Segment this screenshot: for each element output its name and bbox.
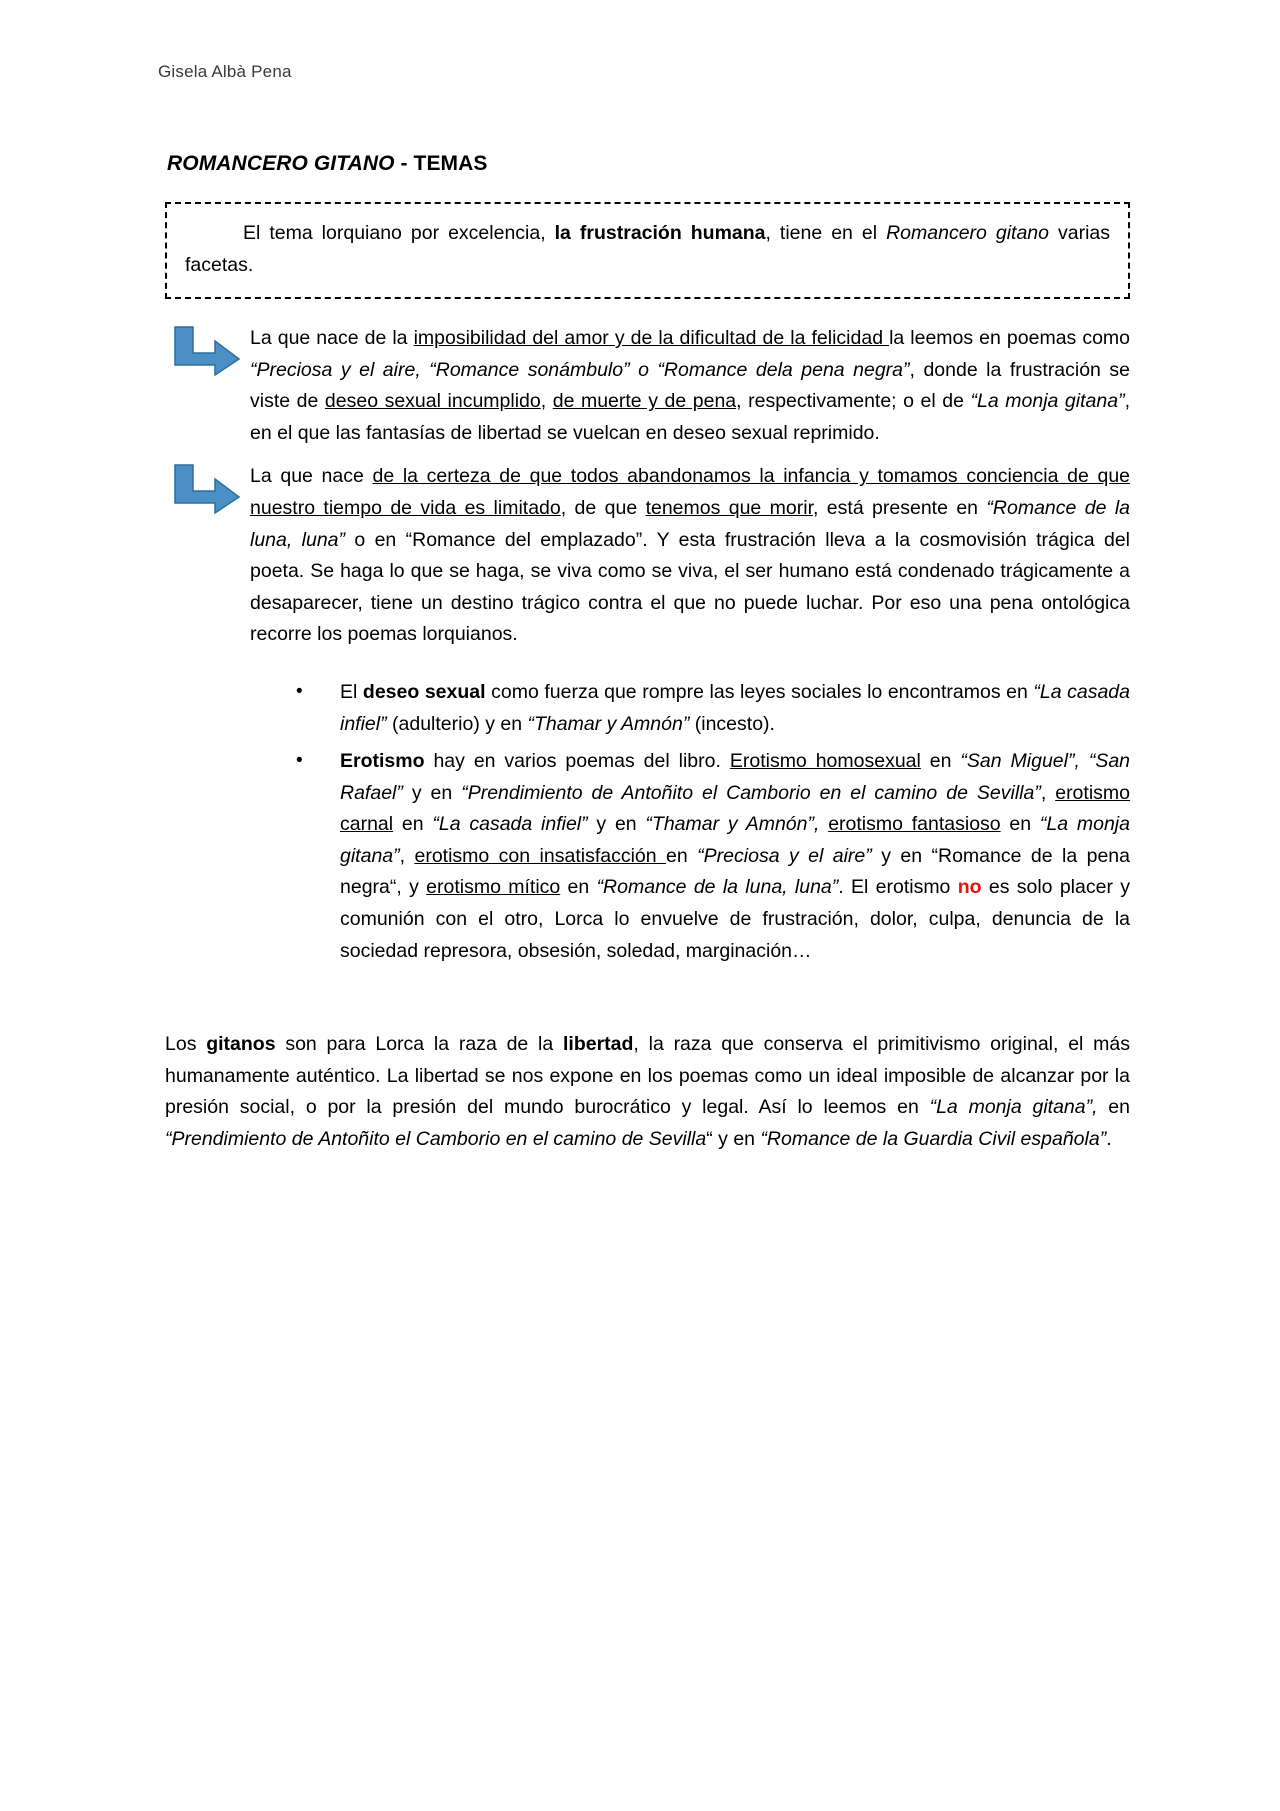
list-item-text: Erotismo hay en varios poemas del libro. Erotismo homosexual en “San Miguel”, “San Rafael” y en “Prendimiento de Antoñito el Camborio en el camino de Sevilla”, erotismo carnal en “La casada infiel” y en “Thamar y Amnón”, erotismo fantasioso en “La monja gitana”, erotismo con insatisfacción en “Preciosa y el aire” y en “Romance de la pena negra“, y erotismo mítico en “Romance de la luna, luna”. El erotismo no es solo placer y comunión con el otro, Lorca lo envuelve de frustración, dolor, culpa, denuncia de la sociedad represora, obsesión, soledad, marginación… <box>340 750 1131 962</box>
callout-bold-frustracion: la frustración humana <box>554 222 766 244</box>
callout-text-1: El tema lorquiano por excelencia, <box>243 222 555 244</box>
list-item <box>165 677 1130 740</box>
highlight-no: no <box>957 876 982 899</box>
list-item <box>165 746 1130 967</box>
callout-italic-romancero: Romancero gitano <box>886 222 1049 244</box>
page-title-work: ROMANCERO GITANO <box>167 152 395 175</box>
bullet-marker: • <box>296 680 303 702</box>
page-title-section: TEMAS <box>413 152 488 175</box>
dashed-callout-box <box>165 202 1130 299</box>
page-header-author: Gisela Albà Pena <box>158 62 292 81</box>
page-title <box>167 152 1170 176</box>
bullet-marker: • <box>296 750 303 772</box>
arrow-right-icon <box>171 325 243 377</box>
paragraph-frustracion-amor: La que nace de la imposibilidad del amor y de la dificultad de la felicidad la leemos en poemas como “Preciosa y el aire, “Romance sonámbulo” o “Romance dela pena negra”, donde la frustración se viste de deseo sexual incumplido, de muerte y de pena, respectivamente; o el de “La monja gitana”, en el que las fantasías de libertad se vuelcan en deseo sexual reprimido. <box>250 327 1131 444</box>
callout-text-2: , tiene en el <box>765 222 887 244</box>
callout-paragraph <box>185 218 1110 281</box>
bullet-list <box>165 677 1130 967</box>
arrow-block-1 <box>165 323 1130 449</box>
callout-text-3: varias facetas. <box>185 222 1111 276</box>
arrow-block-2 <box>165 461 1130 650</box>
page-title-separator: - <box>394 152 414 175</box>
closing-paragraph: Los gitanos son para Lorca la raza de la libertad, la raza que conserva el primitivismo original, el más humanamente auténtico. La libertad se nos expone en los poemas como un ideal imposible de alcanzar por la presión social, o por la presión del mundo burocrático y legal. Así lo leemos en “La monja gitana”, en “Prendimiento de Antoñito el Camborio en el camino de Sevilla“ y en “Romance de la Guardia Civil española”. <box>165 1033 1130 1150</box>
arrow-right-icon <box>171 463 243 515</box>
paragraph-certeza-muerte: La que nace de la certeza de que todos abandonamos la infancia y tomamos conciencia de que nuestro tiempo de vida es limitado, de que tenemos que morir, está presente en “Romance de la luna, luna” o en “Romance del emplazado”. Y esta frustración lleva a la cosmovisión trágica del poeta. Se haga lo que se haga, se viva como se viva, el ser humano está condenado trágicamente a desaparecer, tiene un destino trágico contra el que no puede luchar. Por eso una pena ontológica recorre los poemas lorquianos. <box>250 465 1131 646</box>
list-item-text: El deseo sexual como fuerza que rompre las leyes sociales lo encontramos en “La casada infiel” (adulterio) y en “Thamar y Amnón” (incesto). <box>340 680 1130 735</box>
